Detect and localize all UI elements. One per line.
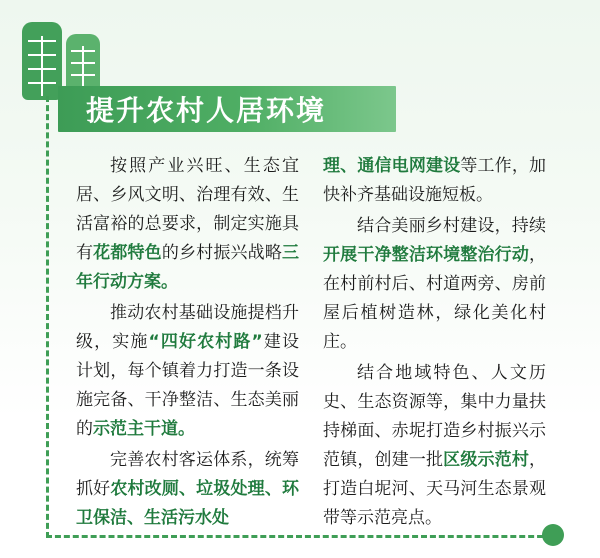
tree-crown (22, 22, 62, 100)
highlighted-text: “四好农村路” (148, 332, 263, 352)
body-text: 等工作，加快补齐基础设施短板。 (323, 156, 547, 205)
frame-bottom-border (46, 535, 552, 538)
highlighted-text: 花都特色 (93, 243, 162, 263)
highlighted-text: 理、通信电网建设 (323, 156, 461, 176)
highlighted-text: 农村改厕、垃圾处理、环卫保洁、生活污水处 (76, 479, 300, 528)
page-title: 提升农村人居环境 (86, 94, 327, 127)
frame-left-border (46, 96, 49, 538)
highlighted-text: 开展干净整洁环境整治行动 (323, 245, 529, 265)
body-text: 按照产业兴旺、生态宜居、乡风文明、治理有效、生活富裕的总要求，制定实施具有 (76, 156, 299, 263)
body-text: 的乡村振兴战略 (161, 243, 283, 263)
text-column (323, 152, 546, 535)
body-text: 建设计划，每个镇着力打造一条设施完备、干净整洁、生态美丽的 (76, 332, 299, 439)
paragraph (76, 299, 299, 444)
paragraph (323, 359, 546, 533)
title-banner (58, 86, 396, 132)
highlighted-text: 三年行动方案。 (76, 243, 300, 292)
paragraph (323, 152, 546, 210)
body-text: 结合地域特色、人文历史、生态资源等，集中力量扶持梯面、赤坭打造乡村振兴示范镇，创建一批 (323, 363, 546, 470)
text-column (76, 152, 299, 535)
highlighted-text: 区级示范村 (443, 450, 530, 470)
tree-icon (22, 22, 62, 100)
body-text: 推动农村基础设施提档升级，实施 (76, 303, 299, 352)
body-text: ，在村前村后、村道两旁、房前屋后植树造林，绿化美化村庄。 (323, 245, 546, 352)
highlighted-text: 示范主干道。 (93, 419, 195, 439)
body-text: ，打造白坭河、天马河生态景观带等示范亮点。 (323, 450, 547, 528)
article-columns (76, 152, 546, 535)
paragraph (76, 446, 299, 533)
paragraph (76, 152, 299, 297)
body-text: 完善农村客运体系，统筹抓好 (76, 450, 299, 499)
paragraph (323, 212, 546, 357)
body-text: 结合美丽乡村建设，持续 (357, 216, 546, 236)
